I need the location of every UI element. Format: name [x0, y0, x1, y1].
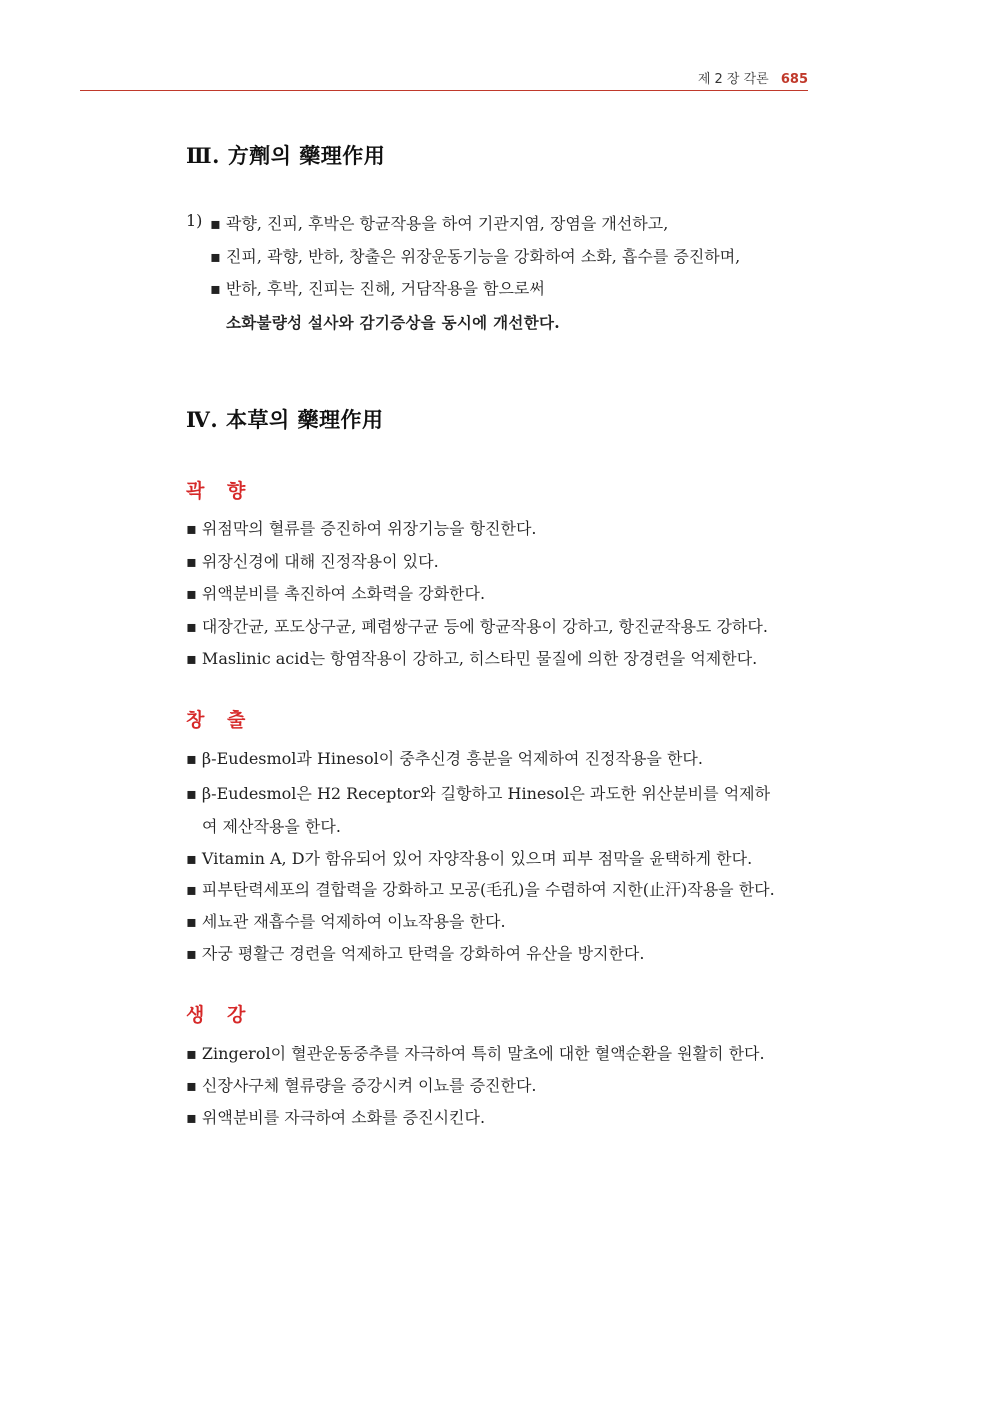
list-item: ▪ 세뇨관 재흡수를 억제하여 이뇨작용을 한다.: [186, 912, 506, 931]
section-4-title: Ⅳ. 本草의 藥理作用: [186, 407, 384, 432]
page-number: 685: [780, 72, 808, 87]
herb-heading-gwakhyang: 곽 향: [186, 480, 254, 502]
list-item: ▪ 위장신경에 대해 진정작용이 있다.: [186, 552, 439, 571]
list-marker: 1): [186, 211, 203, 230]
list-item: ▪ 반하, 후박, 진피는 진해, 거담작용을 함으로써: [210, 279, 545, 298]
list-item: ▪ 자궁 평활근 경련을 억제하고 탄력을 강화하여 유산을 방지한다.: [186, 944, 645, 963]
list-item: ▪ 위점막의 혈류를 증진하여 위장기능을 항진한다.: [186, 519, 537, 538]
list-item: ▪ β-Eudesmol은 H2 Receptor와 길항하고 Hinesol은 과도한 위산분비를 억제하: [186, 784, 771, 803]
list-item: ▪ Vitamin A, D가 함유되어 있어 자양작용이 있으며 피부 점막을 윤택하게 한다.: [186, 849, 753, 868]
list-item: ▪ 곽향, 진피, 후박은 항균작용을 하여 기관지염, 장염을 개선하고,: [210, 214, 669, 233]
herb-heading-saenggang: 생 강: [186, 1004, 254, 1026]
list-item: ▪ 피부탄력세포의 결합력을 강화하고 모공(毛孔)을 수렴하여 지한(止汗)작용을 한다.: [186, 880, 775, 899]
header-text: [698, 68, 808, 87]
list-item: ▪ 대장간균, 포도상구균, 폐렴쌍구균 등에 항균작용이 강하고, 항진균작용도 강하다.: [186, 617, 768, 636]
list-item: ▪ 신장사구체 혈류량을 증강시켜 이뇨를 증진한다.: [186, 1076, 537, 1095]
list-item: ▪ β-Eudesmol과 Hinesol이 중추신경 흥분을 억제하여 진정작용을 한다.: [186, 749, 703, 768]
section-3-conclusion: 소화불량성 설사와 감기증상을 동시에 개선한다.: [226, 313, 560, 332]
list-item: ▪ Maslinic acid는 항염작용이 강하고, 히스타민 물질에 의한 장경련을 억제한다.: [186, 649, 758, 668]
chapter-title: 제 2 장 각론: [697, 72, 769, 87]
list-item-continuation: 여 제산작용을 한다.: [202, 817, 341, 836]
list-item: ▪ Zingerol이 혈관운동중추를 자극하여 특히 말초에 대한 혈액순환을 원활히 한다.: [186, 1044, 765, 1063]
page-header: [80, 64, 808, 91]
herb-heading-changchul: 창 출: [186, 709, 254, 731]
list-item: ▪ 진피, 곽향, 반하, 창출은 위장운동기능을 강화하여 소화, 흡수를 증진하며,: [210, 247, 741, 266]
list-item: ▪ 위액분비를 촉진하여 소화력을 강화한다.: [186, 584, 486, 603]
list-item: ▪ 위액분비를 자극하여 소화를 증진시킨다.: [186, 1108, 486, 1127]
section-3-title: Ⅲ. 方劑의 藥理作用: [186, 143, 386, 168]
